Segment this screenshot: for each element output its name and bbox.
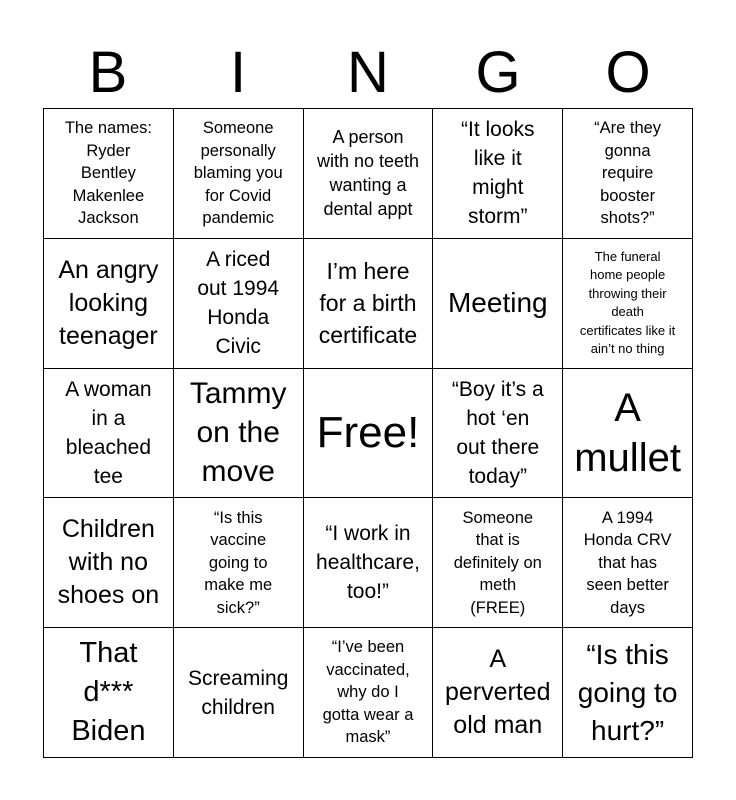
bingo-header <box>43 40 693 106</box>
bingo-cell <box>44 239 174 369</box>
bingo-cell <box>433 239 563 369</box>
bingo-cell <box>174 239 304 369</box>
cell-text: The funeral home people throwing their death certificates like it ain’t no thing <box>579 248 676 357</box>
free-space <box>304 369 434 499</box>
bingo-cell <box>433 628 563 758</box>
header-letter-g: G <box>475 40 521 105</box>
cell-text: A mullet <box>574 385 681 480</box>
bingo-cell <box>44 628 174 758</box>
bingo-cell <box>44 109 174 239</box>
bingo-cell <box>563 628 693 758</box>
cell-text: An angry looking teenager <box>58 255 159 350</box>
header-letter-o: O <box>605 40 651 105</box>
bingo-cell <box>174 109 304 239</box>
bingo-cell <box>44 369 174 499</box>
cell-text: Tammy on the move <box>189 377 287 489</box>
bingo-cell <box>304 628 434 758</box>
cell-text: Children with no shoes on <box>57 515 160 610</box>
cell-text: Meeting <box>447 287 548 319</box>
cell-text: “Are they gonna require booster shots?” <box>594 119 662 228</box>
cell-text: “Boy it’s a hot ‘en out there today” <box>451 377 544 488</box>
cell-text: Screaming children <box>188 666 289 719</box>
bingo-cell <box>433 369 563 499</box>
header-letter-b: B <box>88 40 128 105</box>
cell-text: “It looks like it might storm” <box>461 118 535 229</box>
cell-text: That d*** Biden <box>71 637 146 748</box>
cell-text: A perverted old man <box>444 645 551 740</box>
free-space-text: Free! <box>316 407 420 457</box>
cell-text: “I’ve been vaccinated, why do I gotta wear a mask” <box>322 638 414 747</box>
bingo-cell <box>563 369 693 499</box>
bingo-cell <box>304 498 434 628</box>
bingo-cell <box>304 239 434 369</box>
cell-text: “I work in healthcare, too!” <box>316 522 420 604</box>
bingo-cell <box>304 109 434 239</box>
cell-text: A person with no teeth wanting a dental appt <box>316 127 420 220</box>
cell-text: Someone personally blaming you for Covid pandemic <box>193 119 283 228</box>
bingo-cell <box>433 109 563 239</box>
cell-text: I’m here for a birth certificate <box>318 258 418 349</box>
cell-text: A 1994 Honda CRV that has seen better days <box>583 508 672 617</box>
bingo-cell <box>44 498 174 628</box>
cell-text: A woman in a bleached tee <box>65 377 152 488</box>
cell-text: “Is this vaccine going to make me sick?” <box>204 508 273 617</box>
cell-text: The names: Ryder Bentley Makenlee Jackson <box>64 119 152 228</box>
bingo-cell <box>563 498 693 628</box>
cell-text: A riced out 1994 Honda Civic <box>197 248 280 359</box>
bingo-cell <box>433 498 563 628</box>
bingo-cell <box>174 628 304 758</box>
header-letter-n: N <box>347 40 389 105</box>
bingo-cell <box>563 109 693 239</box>
bingo-cell <box>563 239 693 369</box>
cell-text: “Is this going to hurt?” <box>577 638 678 746</box>
bingo-cell <box>174 498 304 628</box>
cell-text: Someone that is definitely on meth (FREE) <box>453 508 542 617</box>
bingo-cell <box>174 369 304 499</box>
bingo-grid <box>43 108 693 758</box>
header-letter-i: I <box>229 40 247 105</box>
